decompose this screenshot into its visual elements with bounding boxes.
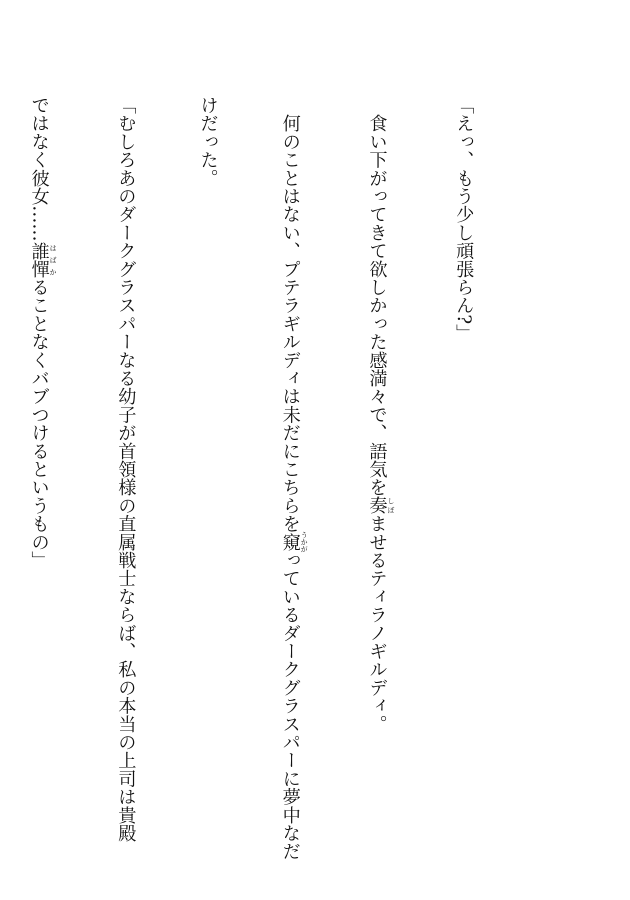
text-line-6-tail: ることなくバブつけるというもの」 [28, 277, 50, 570]
ruby-ukagau [279, 531, 309, 553]
ruby-kanade-base: 奏 [366, 496, 388, 515]
text-line-5: 「むしろあのダークグラスパーなる幼子が首領様の直属戦士ならば、私の本当の上司は貴殿 [115, 96, 137, 843]
ruby-habakaru-base: 誰憚 [28, 241, 50, 278]
text-line-2 [363, 96, 395, 796]
text-line-3-head: 何のことはない、プテラギルディは未だにこちらを [279, 96, 301, 533]
ruby-kanade-reading: しぼ [386, 496, 395, 515]
text-line-4: けだった。 [197, 96, 219, 187]
text-line-3-tail: っているダークグラスパーに夢中なだ [279, 551, 301, 861]
text-line-6 [25, 96, 57, 796]
ruby-ukagau-reading: うかが [300, 531, 309, 553]
text-line-2-head: 食い下がってきて欲しかった感満々で、語気を [366, 96, 388, 497]
ruby-ukagau-base: 窺 [279, 531, 301, 553]
text-line-1: 「えっ、もう少し頑張らん?」 [453, 96, 475, 343]
text-line-6-head: ではなく彼女…… [28, 96, 50, 242]
ruby-kanade [366, 496, 395, 515]
text-line-2-tail: ませるティラノギルディ。 [366, 514, 388, 734]
text-line-3 [276, 96, 309, 861]
ruby-habakaru-reading: はばか [49, 241, 58, 278]
ruby-habakaru [28, 241, 58, 278]
vertical-text-block [28, 96, 532, 861]
